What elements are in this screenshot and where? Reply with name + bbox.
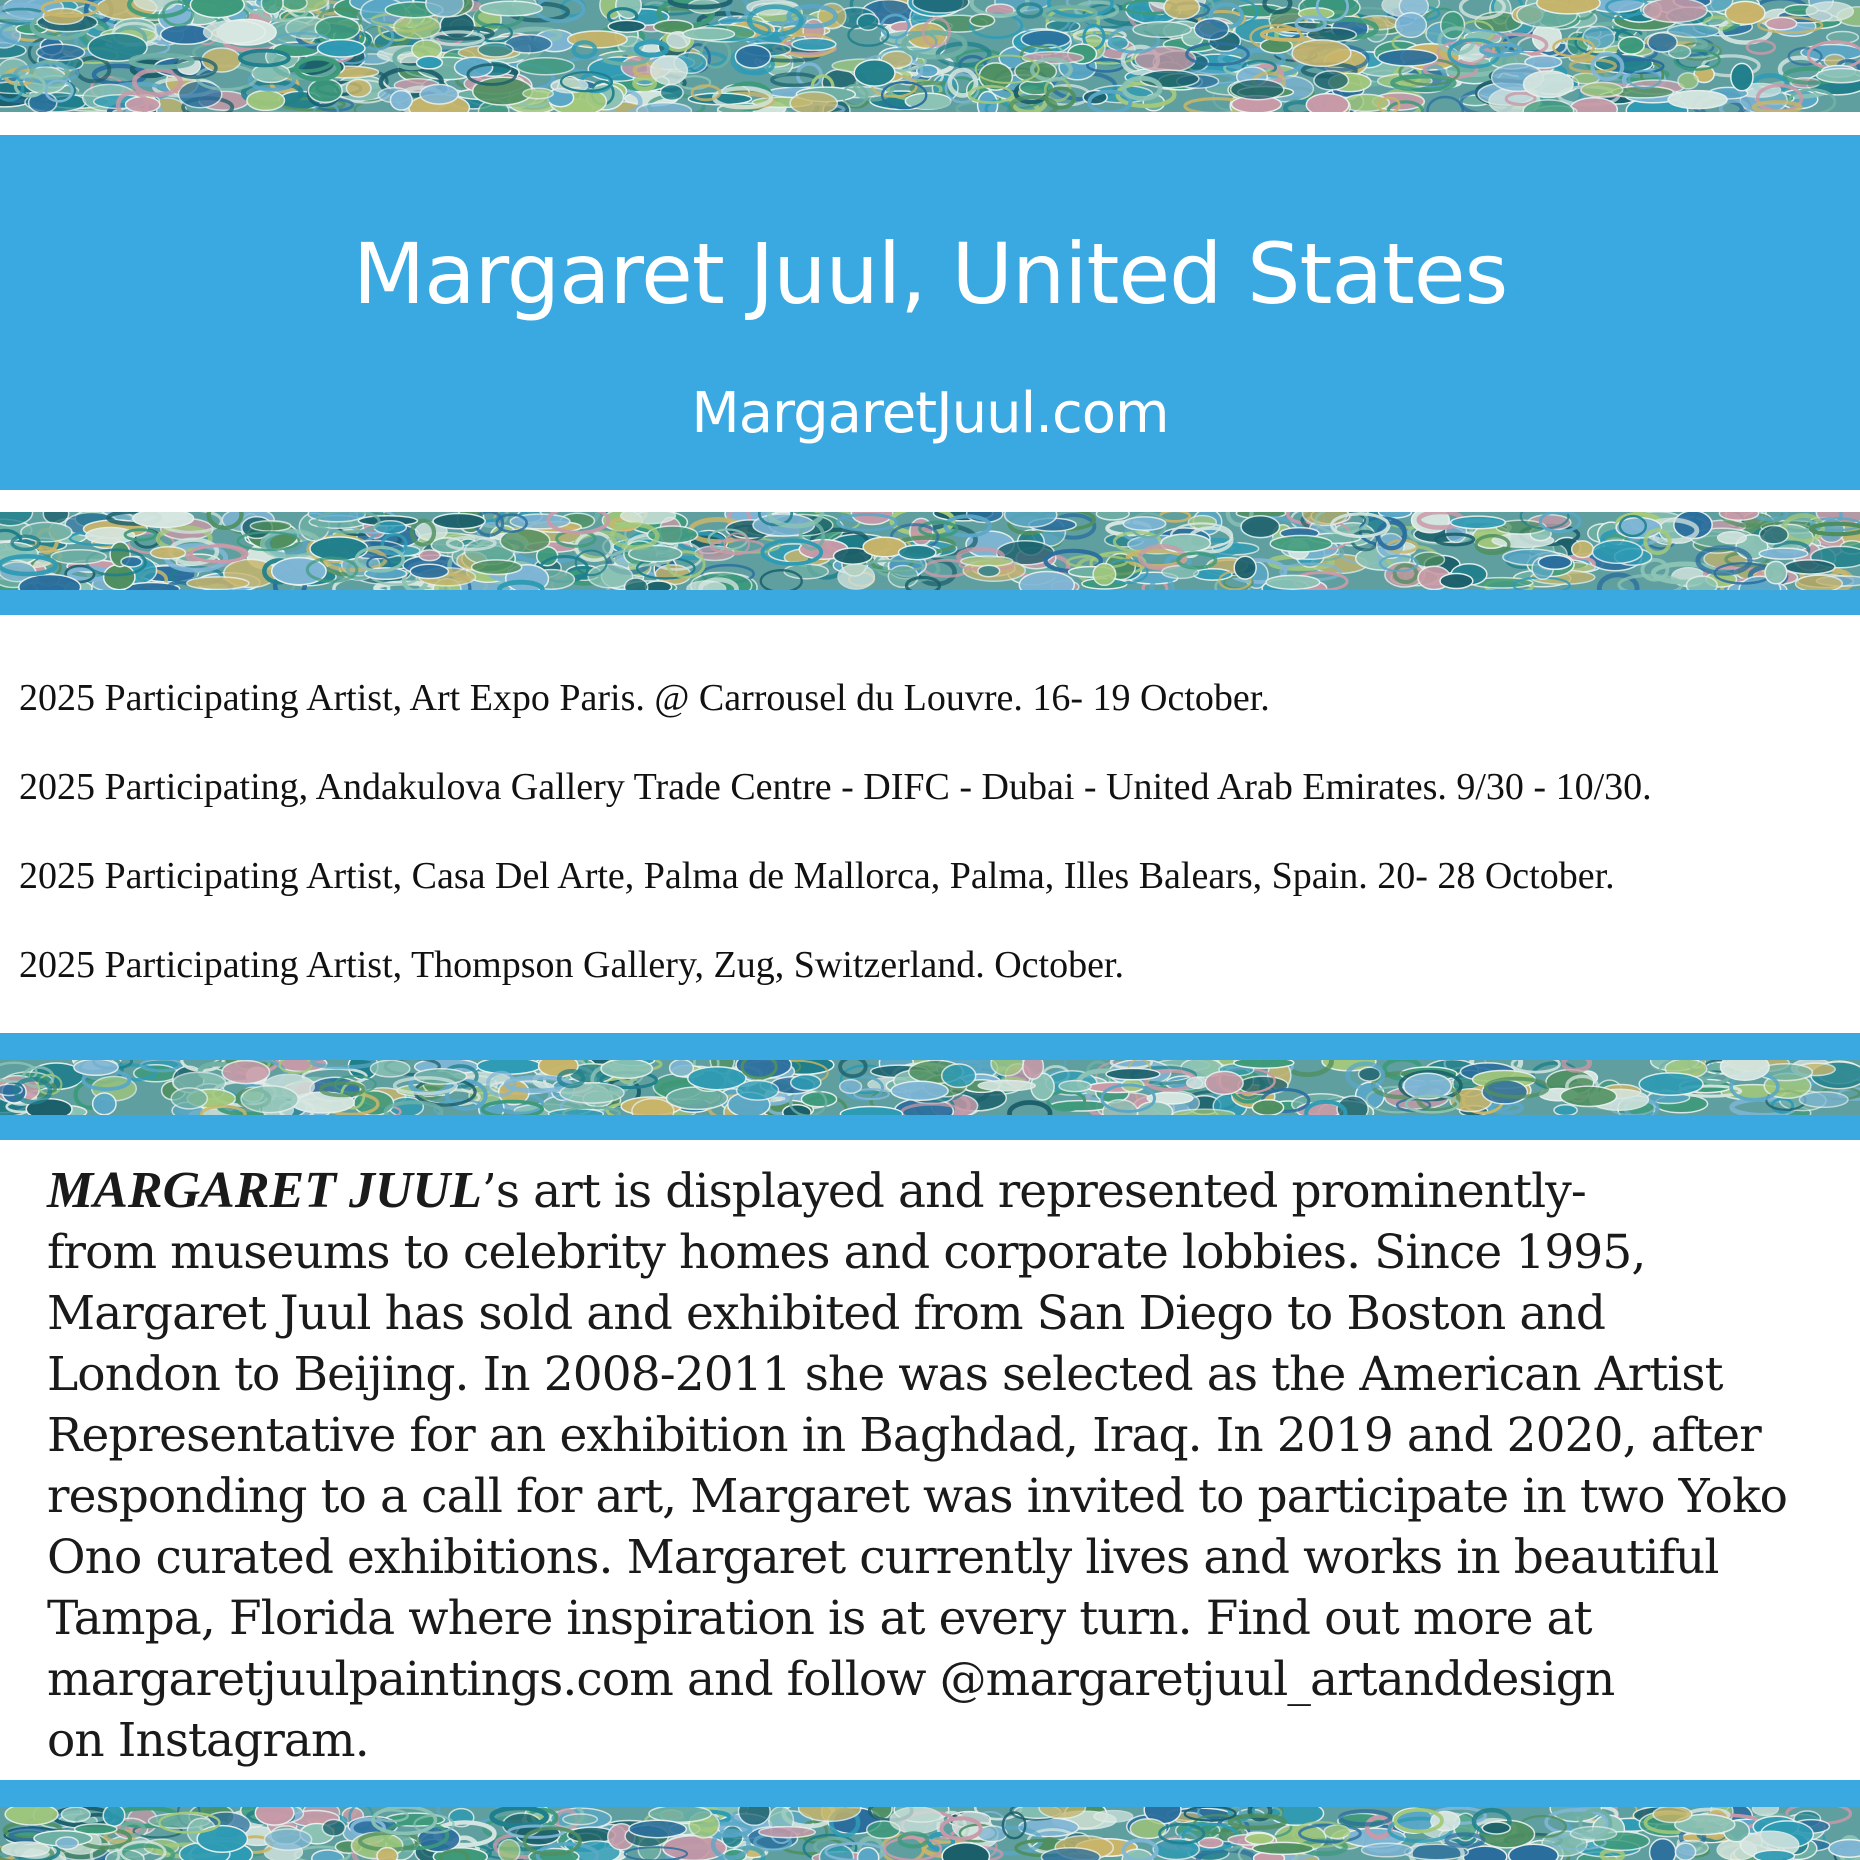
painted-band-bottom xyxy=(0,1807,1860,1860)
exhibition-item: 2025 Participating Artist, Casa Del Arte, Palma de Mallorca, Palma, Illes Balears, Spain. 20- 28 October. xyxy=(19,855,1615,897)
divider-bar-bottom xyxy=(0,1780,1860,1807)
bio-text-line: responding to a call for art, Margaret was invited to participate in two Yoko xyxy=(47,1469,1788,1524)
painted-band-top xyxy=(0,0,1860,112)
divider-bar-upper xyxy=(0,590,1860,615)
bio-text-line: ’s art is displayed and represented prominently- xyxy=(481,1164,1586,1219)
exhibition-item: 2025 Participating Artist, Art Expo Paris. @ Carrousel du Louvre. 16- 19 October. xyxy=(19,677,1270,719)
divider-bar-middle-top xyxy=(0,1033,1860,1060)
exhibition-list xyxy=(19,672,1849,1028)
bio-text-line: from museums to celebrity homes and corporate lobbies. Since 1995, xyxy=(47,1225,1646,1280)
painted-band-middle xyxy=(0,1060,1860,1115)
website-link[interactable]: MargaretJuul.com xyxy=(691,381,1169,446)
exhibition-item: 2025 Participating Artist, Thompson Gallery, Zug, Switzerland. October. xyxy=(19,944,1124,986)
bio-text-line: Ono curated exhibitions. Margaret currently lives and works in beautiful xyxy=(47,1530,1719,1585)
artist-bio xyxy=(47,1160,1847,1771)
exhibition-item: 2025 Participating, Andakulova Gallery Trade Centre - DIFC - Dubai - United Arab Emirates. 9/30 - 10/30. xyxy=(19,766,1652,808)
bio-text-line: margaretjuulpaintings.com and follow @margaretjuul_artanddesign xyxy=(47,1652,1615,1707)
bio-text-line: on Instagram. xyxy=(47,1713,369,1768)
bio-text-line: London to Beijing. In 2008-2011 she was selected as the American Artist xyxy=(47,1347,1723,1402)
artist-name: MARGARET JUUL xyxy=(47,1162,482,1219)
bio-text-line: Representative for an exhibition in Baghdad, Iraq. In 2019 and 2020, after xyxy=(47,1408,1761,1463)
bio-text-line: Margaret Juul has sold and exhibited from San Diego to Boston and xyxy=(47,1286,1606,1341)
bio-text-line: Tampa, Florida where inspiration is at every turn. Find out more at xyxy=(47,1591,1592,1646)
divider-bar-middle-bottom xyxy=(0,1115,1860,1140)
page-title: Margaret Juul, United States xyxy=(352,225,1508,323)
painted-band-upper xyxy=(0,512,1860,590)
